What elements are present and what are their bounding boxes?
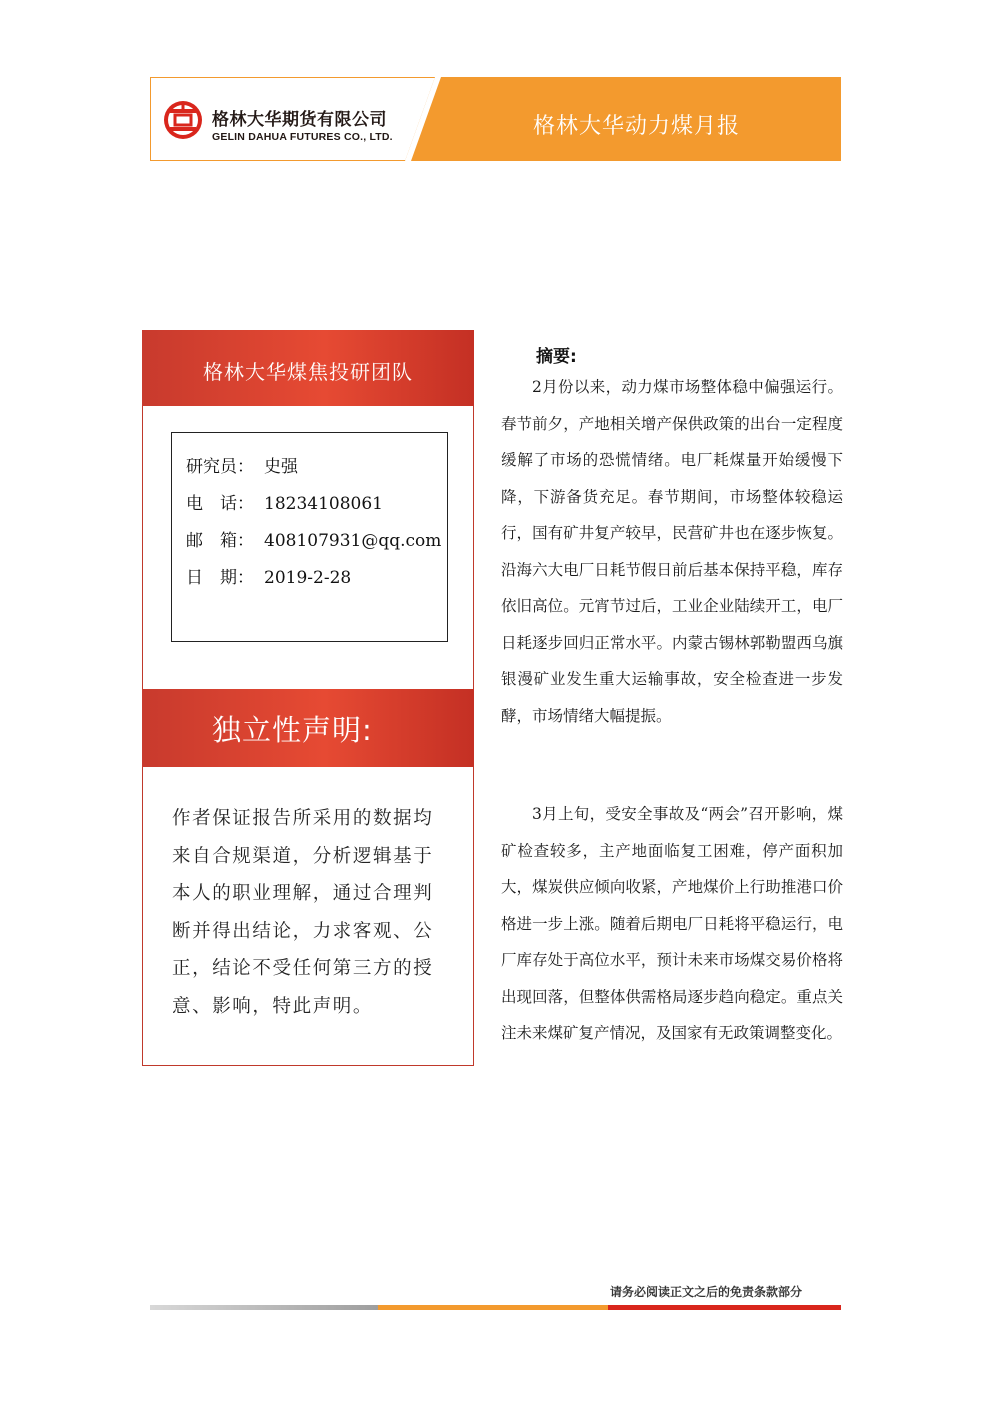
analyst-label: 研究员：: [186, 457, 254, 477]
email-value[interactable]: 408107931@qq.com: [264, 531, 442, 551]
summary-paragraph-1: 2月份以来，动力煤市场整体稳中偏强运行。春节前夕，产地相关增产保供政策的出台一定程度缓解了市场的恐慌情绪。电厂耗煤量开始缓慢下降，下游备货充足。春节期间，市场整体较稳运行，国有矿井复产较早，民营矿井也在逐步恢复。沿海六大电厂日耗节假日前后基本保持平稳，库存依旧高位。元宵节过后，工业企业陆续开工，电厂日耗逐步回归正常水平。内蒙古锡林郭勒盟西乌旗银漫矿业发生重大运输事故，安全检查进一步发酵，市场情绪大幅提振。: [501, 378, 843, 725]
date-row: [186, 563, 351, 588]
gelin-dahua-logo-icon: [162, 99, 204, 141]
footer-bar-red: [608, 1305, 841, 1310]
summary-paragraph-2: 3月上旬，受安全事故及“两会”召开影响，煤矿检查较多，主产地面临复工困难，停产面积加大，煤炭供应倾向收紧，产地煤价上行助推港口价格进一步上涨。随着后期电厂日耗将平稳运行，电厂库存处于高位水平，预计未来市场煤交易价格将出现回落，但整体供需格局逐步趋向稳定。重点关注未来煤矿复产情况，及国家有无政策调整变化。: [501, 805, 843, 1042]
analyst-name: 史强: [264, 457, 298, 477]
disclaimer-note: 请务必阅读正文之后的免责条款部分: [610, 1285, 803, 1299]
company-name-cn: 格林大华期货有限公司: [212, 110, 387, 130]
declaration-text: 作者保证报告所采用的数据均来自合规渠道，分析逻辑基于本人的职业理解，通过合理判断并得出结论，力求客观、公正，结论不受任何第三方的授意、影响，特此声明。: [172, 808, 434, 1017]
footer-bar-grey: [150, 1305, 378, 1310]
declaration-title: 独立性声明:: [212, 713, 373, 747]
phone-label: 电 话：: [186, 494, 254, 514]
company-name-en: GELIN DAHUA FUTURES CO., LTD.: [212, 131, 393, 143]
email-label: 邮 箱：: [186, 531, 254, 551]
date-label: 日 期：: [186, 568, 254, 588]
summary-title: 摘要:: [536, 347, 577, 367]
email-row: [186, 526, 441, 551]
team-title: 格林大华煤焦投研团队: [203, 360, 413, 384]
header-slant-divider: [405, 77, 465, 161]
phone-value: 18234108061: [264, 494, 383, 514]
analyst-row: [186, 452, 298, 477]
footer-bar-orange: [378, 1305, 608, 1310]
date-value: 2019-2-28: [264, 568, 352, 588]
report-title: 格林大华动力煤月报: [533, 114, 741, 139]
phone-row: [186, 489, 383, 514]
